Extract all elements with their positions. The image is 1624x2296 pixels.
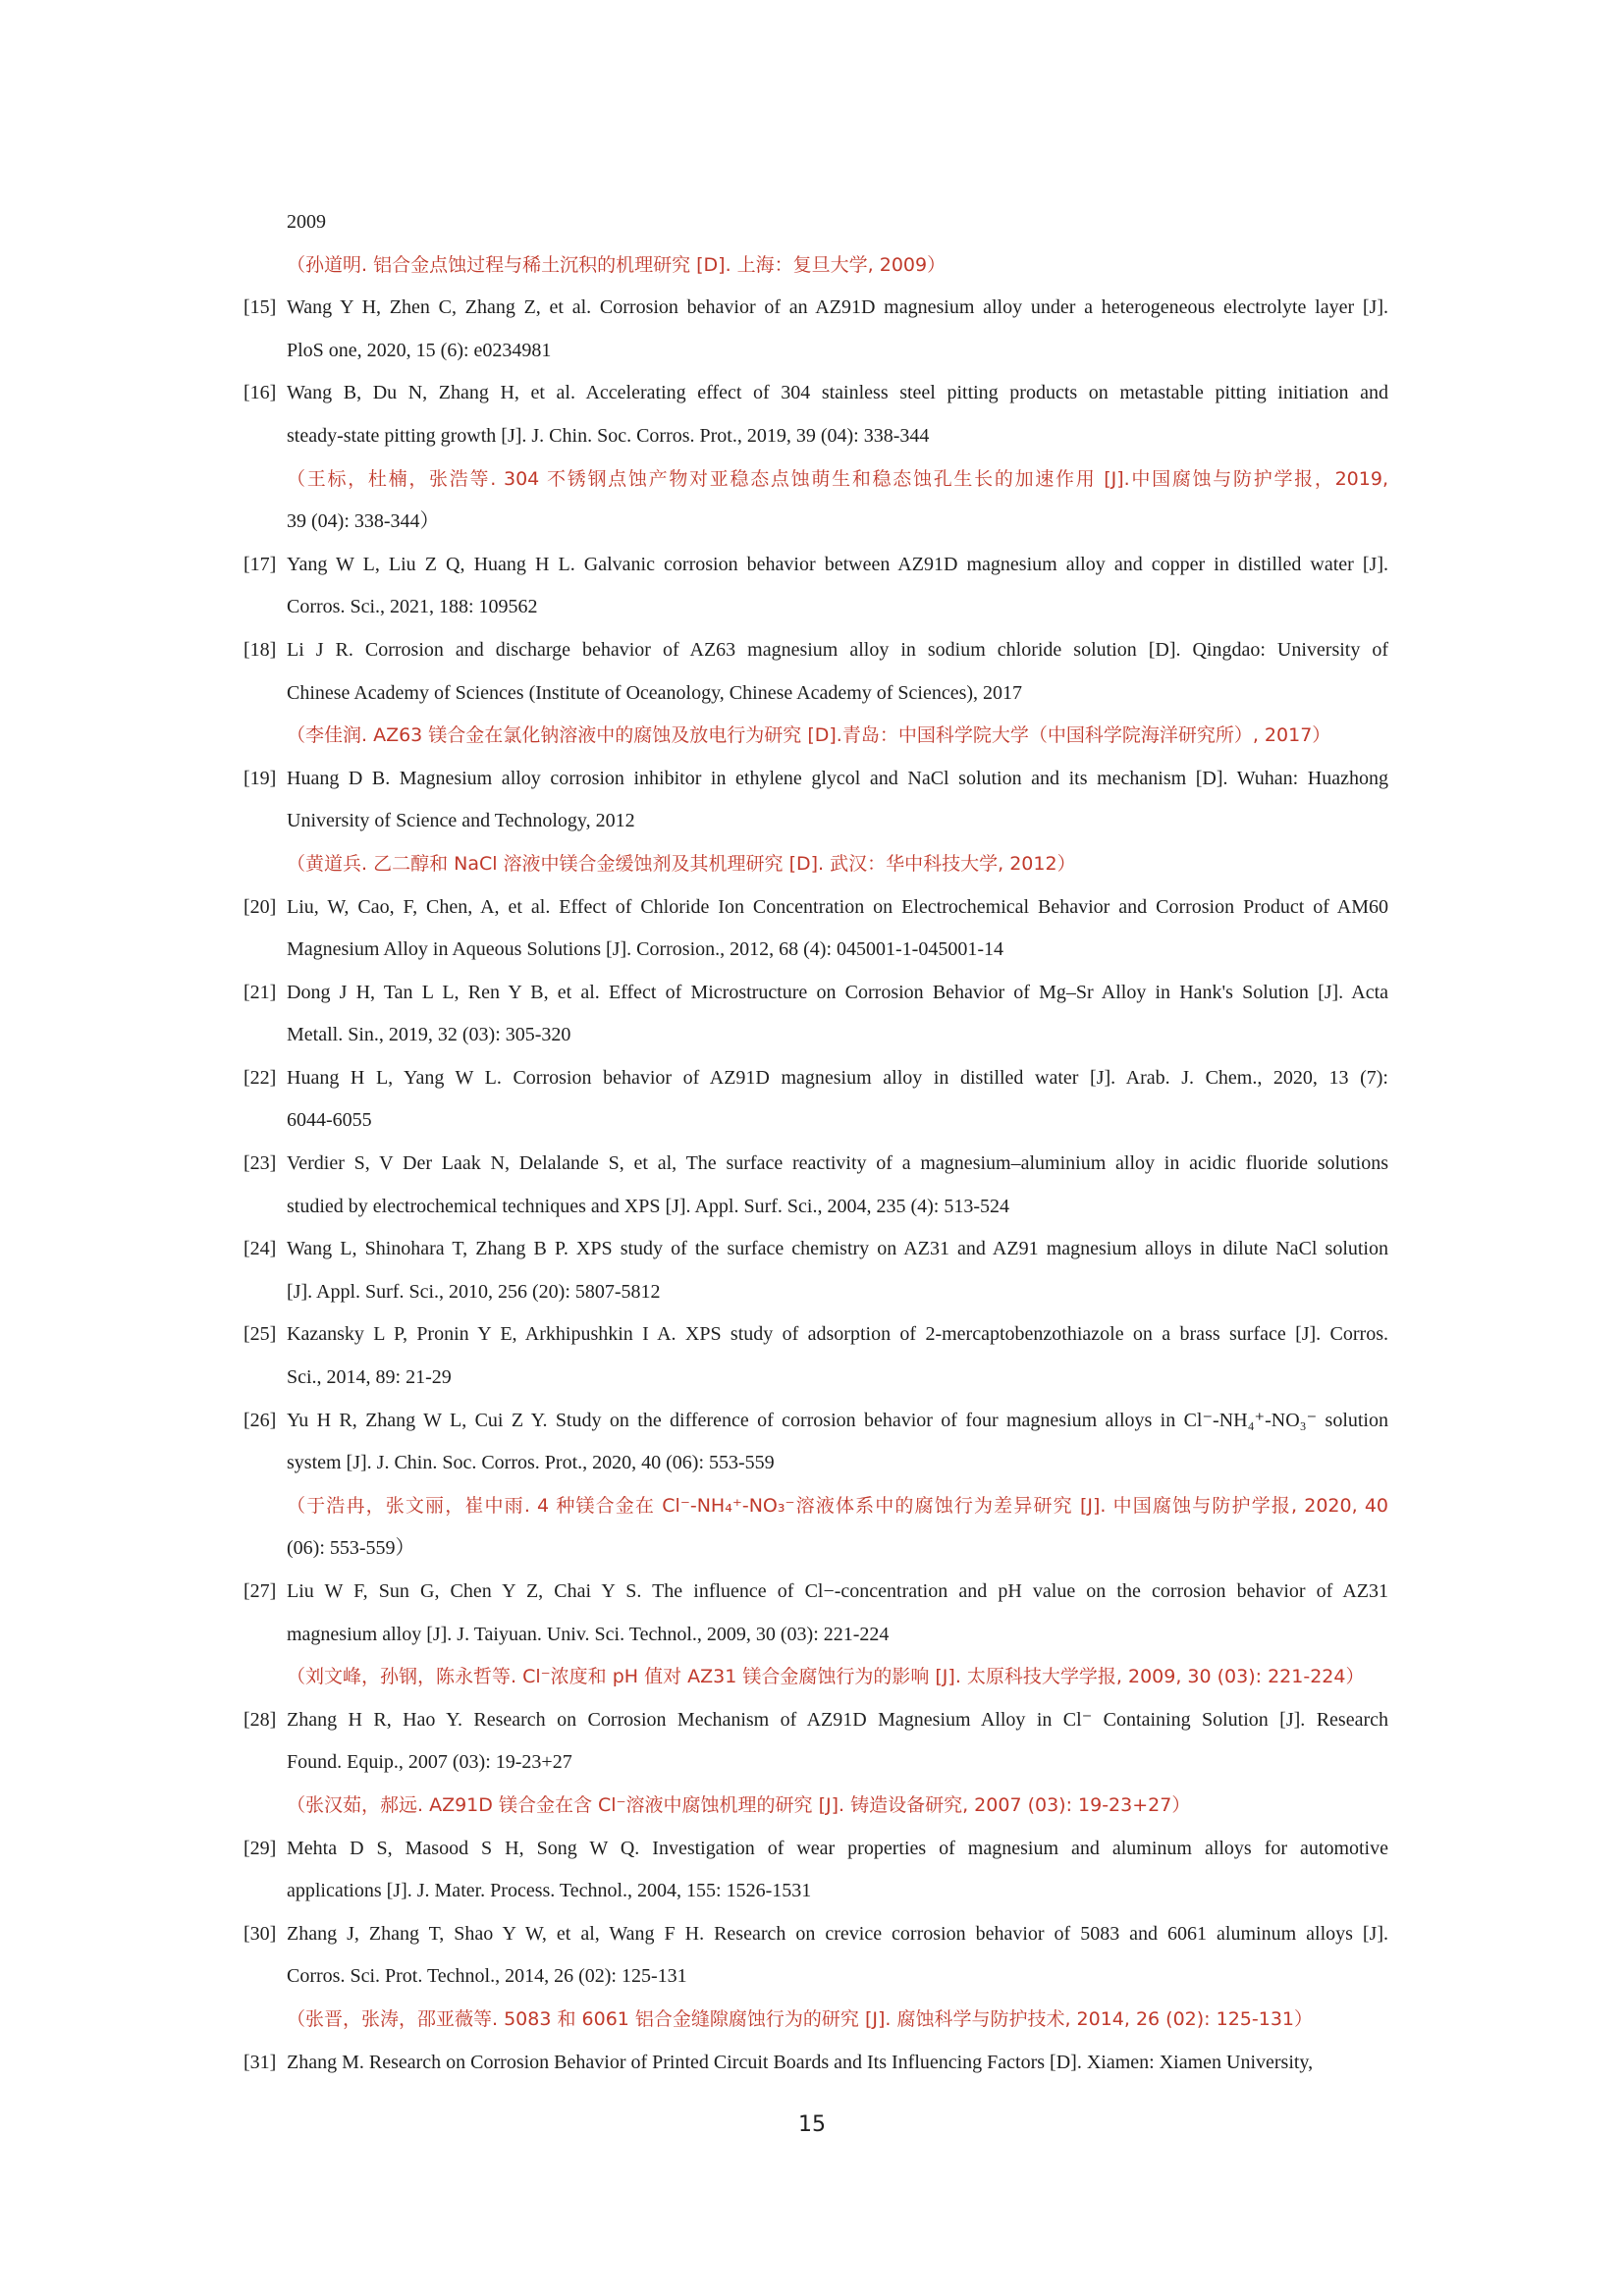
- reference-chinese-translation: （张汉茹，郝远. AZ91D 镁合金在含 Cl⁻溶液中腐蚀机理的研究 [J]. 铸造设备研究, 2007 (03): 19-23+27）: [287, 1793, 1191, 1816]
- reference-number: [25]: [244, 1323, 277, 1346]
- reference-text: Zhang M. Research on Corrosion Behavior of Printed Circuit Boards and Its Influencing Factors [D]. Xiamen: Xiamen University,: [287, 2051, 1314, 2073]
- reference-entry-line: [244, 1913, 1388, 1956]
- reference-text: Yu H R, Zhang W L, Cui Z Y. Study on the difference of corrosion behavior of four magnesium alloys in Cl⁻-NH₄⁺-NO₃⁻ solution: [287, 1409, 1388, 1431]
- reference-number: [27]: [244, 1580, 277, 1602]
- reference-entry-line: [244, 372, 1388, 415]
- reference-number: [26]: [244, 1409, 277, 1431]
- reference-number: [31]: [244, 2051, 277, 2073]
- reference-entry-line: [244, 287, 1388, 330]
- reference-text: Kazansky L P, Pronin Y E, Arkhipushkin I A. XPS study of adsorption of 2-mercaptobenzothiazole on a brass surface [J]. Corros.: [287, 1323, 1388, 1346]
- reference-text: Huang H L, Yang W L. Corrosion behavior of AZ91D magnesium alloy in distilled water [J]. Arab. J. Chem., 2020, 13 (7):: [287, 1066, 1388, 1089]
- reference-entry-line: [244, 2042, 1388, 2085]
- reference-entry-line: [244, 886, 1388, 930]
- reference-number: [21]: [244, 981, 277, 1003]
- reference-text: Mehta D S, Masood S H, Song W Q. Investigation of wear properties of magnesium and aluminum alloys for automotive: [287, 1837, 1388, 1859]
- reference-number: [19]: [244, 767, 277, 789]
- page-number: 15: [798, 2112, 826, 2137]
- reference-entry-line: [244, 758, 1388, 801]
- reference-continuation-line: applications [J]. J. Mater. Process. Technol., 2004, 155: 1526-1531: [287, 1880, 812, 1902]
- reference-text: Liu W F, Sun G, Chen Y Z, Chai Y S. The influence of Cl−-concentration and pH value on the corrosion behavior of AZ31: [287, 1580, 1388, 1602]
- reference-continuation-line: 6044-6055: [287, 1109, 372, 1132]
- reference-text: Dong J H, Tan L L, Ren Y B, et al. Effect of Microstructure on Corrosion Behavior of Mg–Sr Alloy in Hank's Solution [J]. Acta: [287, 981, 1388, 1003]
- reference-text: Yang W L, Liu Z Q, Huang H L. Galvanic corrosion behavior between AZ91D magnesium alloy and copper in distilled water [J].: [287, 553, 1388, 575]
- reference-list: [244, 201, 1388, 2084]
- reference-chinese-translation: （于浩冉，张文丽，崔中雨. 4 种镁合金在 Cl⁻-NH₄⁺-NO₃⁻溶液体系中的腐蚀行为差异研究 [J]. 中国腐蚀与防护学报, 2020, 40: [287, 1494, 1388, 1517]
- reference-continuation-line: 39 (04): 338-344）: [287, 510, 440, 533]
- reference-entry-line: [244, 1699, 1388, 1742]
- reference-number: [30]: [244, 1922, 277, 1945]
- reference-entry-line: [244, 1057, 1388, 1100]
- reference-chinese-translation: （张晋，张涛，邵亚薇等. 5083 和 6061 铝合金缝隙腐蚀行为的研究 [J]. 腐蚀科学与防护技术, 2014, 26 (02): 125-131）: [287, 2007, 1314, 2030]
- reference-continuation-line: system [J]. J. Chin. Soc. Corros. Prot., 2020, 40 (06): 553-559: [287, 1452, 775, 1474]
- reference-entry-line: [244, 1143, 1388, 1186]
- reference-number: [29]: [244, 1837, 277, 1859]
- reference-number: [20]: [244, 895, 277, 918]
- reference-number: [22]: [244, 1066, 277, 1089]
- reference-text: Wang Y H, Zhen C, Zhang Z, et al. Corrosion behavior of an AZ91D magnesium alloy under a heterogeneous electrolyte layer [J].: [287, 296, 1388, 319]
- reference-chinese-translation: （孙道明. 铝合金点蚀过程与稀土沉积的机理研究 [D]. 上海：复旦大学, 2009）: [287, 253, 947, 276]
- reference-text: Wang B, Du N, Zhang H, et al. Accelerating effect of 304 stainless steel pitting products on metastable pitting initiation and: [287, 382, 1388, 404]
- reference-number: [17]: [244, 553, 277, 575]
- reference-entry-line: [244, 1571, 1388, 1614]
- reference-entry-line: [244, 629, 1388, 672]
- reference-text: Verdier S, V Der Laak N, Delalande S, et al, The surface reactivity of a magnesium–aluminium alloy in acidic fluoride solutions: [287, 1152, 1388, 1175]
- reference-text: Li J R. Corrosion and discharge behavior of AZ63 magnesium alloy in sodium chloride solution [D]. Qingdao: University of: [287, 638, 1388, 661]
- reference-continuation-line: [J]. Appl. Surf. Sci., 2010, 256 (20): 5807-5812: [287, 1280, 661, 1303]
- reference-text: Zhang J, Zhang T, Shao Y W, et al, Wang F H. Research on crevice corrosion behavior of 5083 and 6061 aluminum alloys [J].: [287, 1922, 1388, 1945]
- reference-continuation-line: Magnesium Alloy in Aqueous Solutions [J]. Corrosion., 2012, 68 (4): 045001-1-045001-14: [287, 938, 1003, 961]
- reference-number: [16]: [244, 382, 277, 404]
- reference-continuation-line: (06): 553-559）: [287, 1537, 415, 1560]
- reference-text: Huang D B. Magnesium alloy corrosion inhibitor in ethylene glycol and NaCl solution and its mechanism [D]. Wuhan: Huazhong: [287, 767, 1388, 789]
- reference-entry-line: [244, 1313, 1388, 1357]
- reference-chinese-translation: （李佳润. AZ63 镁合金在氯化钠溶液中的腐蚀及放电行为研究 [D].青岛：中国科学院大学（中国科学院海洋研究所）, 2017）: [287, 724, 1331, 747]
- reference-continuation-line: Found. Equip., 2007 (03): 19-23+27: [287, 1751, 572, 1774]
- reference-chinese-translation: （黄道兵. 乙二醇和 NaCl 溶液中镁合金缓蚀剂及其机理研究 [D]. 武汉：华中科技大学, 2012）: [287, 852, 1076, 875]
- reference-continuation-line: studied by electrochemical techniques and XPS [J]. Appl. Surf. Sci., 2004, 235 (4): 513-524: [287, 1195, 1009, 1217]
- reference-continuation-line: Metall. Sin., 2019, 32 (03): 305-320: [287, 1024, 571, 1046]
- reference-number: [24]: [244, 1238, 277, 1260]
- reference-entry-line: [244, 972, 1388, 1015]
- reference-text: Liu, W, Cao, F, Chen, A, et al. Effect of Chloride Ion Concentration on Electrochemical Behavior and Corrosion Product of AM60: [287, 895, 1388, 918]
- reference-continuation-line: Corros. Sci. Prot. Technol., 2014, 26 (02): 125-131: [287, 1965, 687, 1988]
- reference-text: Zhang H R, Hao Y. Research on Corrosion Mechanism of AZ91D Magnesium Alloy in Cl⁻ Containing Solution [J]. Research: [287, 1708, 1388, 1731]
- reference-continuation-line: PloS one, 2020, 15 (6): e0234981: [287, 339, 552, 361]
- reference-continuation-line: magnesium alloy [J]. J. Taiyuan. Univ. Sci. Technol., 2009, 30 (03): 221-224: [287, 1623, 890, 1645]
- reference-entry-line: [244, 1228, 1388, 1271]
- reference-continuation-line: 2009: [287, 211, 326, 233]
- reference-chinese-translation: （王标，杜楠，张浩等. 304 不锈钢点蚀产物对亚稳态点蚀萌生和稳态蚀孔生长的加速作用 [J].中国腐蚀与防护学报，2019,: [287, 467, 1388, 490]
- reference-entry-line: [244, 1828, 1388, 1871]
- reference-continuation-line: University of Science and Technology, 2012: [287, 810, 635, 832]
- reference-continuation-line: Corros. Sci., 2021, 188: 109562: [287, 596, 538, 618]
- reference-chinese-translation: （刘文峰，孙钢，陈永哲等. Cl⁻浓度和 pH 值对 AZ31 镁合金腐蚀行为的影响 [J]. 太原科技大学学报, 2009, 30 (03): 221-224）: [287, 1666, 1365, 1688]
- reference-entry-line: [244, 544, 1388, 587]
- reference-number: [15]: [244, 296, 277, 319]
- reference-number: [18]: [244, 638, 277, 661]
- reference-text: Wang L, Shinohara T, Zhang B P. XPS study of the surface chemistry on AZ31 and AZ91 magnesium alloys in dilute NaCl solution: [287, 1238, 1388, 1260]
- reference-number: [23]: [244, 1152, 277, 1175]
- reference-number: [28]: [244, 1708, 277, 1731]
- reference-continuation-line: Chinese Academy of Sciences (Institute of Oceanology, Chinese Academy of Sciences), 2017: [287, 681, 1023, 704]
- reference-continuation-line: Sci., 2014, 89: 21-29: [287, 1366, 452, 1389]
- reference-entry-line: [244, 1400, 1388, 1443]
- reference-continuation-line: steady-state pitting growth [J]. J. Chin. Soc. Corros. Prot., 2019, 39 (04): 338-344: [287, 424, 930, 447]
